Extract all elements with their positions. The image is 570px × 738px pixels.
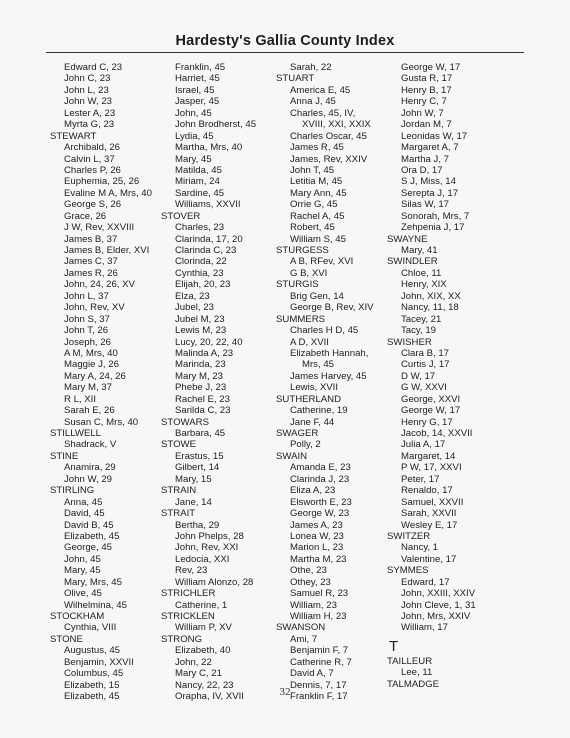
index-entry: Lewis, XVII xyxy=(290,382,338,394)
index-entry: David B, 45 xyxy=(64,519,114,531)
index-entry: Charles, 45, IV, xyxy=(290,107,356,119)
index-entry: Lucy, 20, 22, 40 xyxy=(175,336,243,348)
index-entry: Elizabeth Hannah, xyxy=(290,347,369,359)
index-entry: Israel, 45 xyxy=(175,84,215,96)
index-entry: George S, 26 xyxy=(64,199,122,211)
index-entry: John, Rev, XXI xyxy=(175,542,239,554)
index-entry: A D, XVII xyxy=(290,336,329,348)
index-entry: Cynthia, 23 xyxy=(175,267,224,279)
surname-heading: STRICKLEN xyxy=(161,611,215,622)
surname-heading: TAILLEUR xyxy=(387,655,433,667)
index-entry: Robert, 45 xyxy=(290,222,335,234)
index-entry: Olive, 45 xyxy=(64,588,102,600)
index-entry: Franklin, 45 xyxy=(175,62,226,73)
index-entry: Polly, 2 xyxy=(290,439,321,451)
index-entry: Sarah, XXVII xyxy=(401,508,457,520)
index-entry: Anna, 45 xyxy=(64,496,103,508)
index-entry: George B, Rev, XIV xyxy=(290,302,374,314)
index-entry: Nancy, 11, 18 xyxy=(401,302,459,314)
index-entry: Bertha, 29 xyxy=(175,519,220,531)
surname-heading: TALMADGE xyxy=(387,678,440,690)
index-entry: Renaldo, 17 xyxy=(401,485,453,497)
index-entry: A B, RFev, XVI xyxy=(290,256,354,268)
index-entry: Marinda, 23 xyxy=(175,359,226,371)
index-column-1 xyxy=(50,62,152,703)
index-entry: Lester A, 23 xyxy=(64,107,116,119)
index-entry: Evaline M A, Mrs, 40 xyxy=(64,187,152,199)
index-entry: Mary M, 37 xyxy=(64,382,112,394)
index-entry: William P, XV xyxy=(175,622,232,634)
index-entry: Ami, 7 xyxy=(290,633,318,645)
index-entry: John W, 29 xyxy=(64,473,112,485)
index-entry: Tacy, 19 xyxy=(401,325,437,337)
index-entry: Maggie J, 26 xyxy=(64,359,119,371)
index-entry: Lewis M, 23 xyxy=(175,325,227,337)
index-entry: John Phelps, 28 xyxy=(175,530,244,542)
index-entry: Peter, 17 xyxy=(401,473,440,485)
index-entry: James C, 37 xyxy=(64,256,118,268)
index-entry: Sarah, 22 xyxy=(290,62,332,73)
index-entry: William, 17 xyxy=(401,622,448,634)
index-entry: John, Mrs, XXIV xyxy=(401,611,471,622)
index-entry: Gilbert, 14 xyxy=(175,462,220,474)
index-entry: William Alonzo, 28 xyxy=(175,576,254,588)
index-entry: Elijah, 20, 23 xyxy=(175,279,231,291)
index-entry: George W, 23 xyxy=(290,508,350,520)
index-entry: Orrie G, 45 xyxy=(290,199,338,211)
surname-heading: SWINDLER xyxy=(387,256,438,268)
index-entry: Henry, XIX xyxy=(401,279,447,291)
index-entry: David A, 7 xyxy=(290,668,334,680)
index-entry: Sarah E, 26 xyxy=(64,405,115,417)
index-entry: Mary C, 21 xyxy=(175,668,222,680)
index-entry: John W, 23 xyxy=(64,96,112,108)
index-entry-continuation: Mrs, 45 xyxy=(302,359,334,371)
index-entry: Edward C, 23 xyxy=(64,62,123,73)
index-entry: Samuel R, 23 xyxy=(290,588,349,600)
index-entry: J W, Rev, XXVIII xyxy=(64,222,135,234)
index-entry: Joseph, 26 xyxy=(64,336,111,348)
index-entry: James, Rev, XXIV xyxy=(290,153,368,165)
index-entry: Elizabeth, 15 xyxy=(64,679,120,691)
index-entry: Ora D, 17 xyxy=(401,164,443,176)
index-entry: Rev, 23 xyxy=(175,565,208,577)
index-entry: Clara B, 17 xyxy=(401,347,449,359)
index-entry: Charles P, 26 xyxy=(64,164,121,176)
index-entry: John, Rev, XV xyxy=(64,302,125,314)
index-entry: Cynthia, VIII xyxy=(64,622,117,634)
index-entry: Margaret A, 7 xyxy=(401,142,459,154)
index-entry: John, 45 xyxy=(64,553,101,565)
index-entry: Lee, 11 xyxy=(401,667,433,679)
title-underline xyxy=(46,52,524,53)
index-entry: Matilda, 45 xyxy=(175,164,222,176)
section-letter: T xyxy=(389,637,399,655)
surname-heading: SWANSON xyxy=(276,622,326,634)
index-entry: S J, Miss, 14 xyxy=(401,176,456,188)
index-columns xyxy=(0,62,570,702)
index-entry: Henry C, 7 xyxy=(401,96,447,108)
surname-heading: SWAIN xyxy=(276,450,308,462)
index-entry: Leonidas W, 17 xyxy=(401,130,468,142)
page-title: Hardesty's Gallia County Index xyxy=(175,33,395,49)
index-entry: Phebe J, 23 xyxy=(175,382,227,394)
index-entry: David, 45 xyxy=(64,508,105,520)
index-entry: Euphemia, 25, 26 xyxy=(64,176,140,188)
index-entry: Mary, 15 xyxy=(175,473,212,485)
page-number: 32 xyxy=(279,686,291,698)
index-entry: Anna J, 45 xyxy=(290,96,336,108)
index-entry: Lydia, 45 xyxy=(175,130,214,142)
index-entry: Charles, 23 xyxy=(175,222,225,234)
surname-heading: STOVER xyxy=(161,210,201,222)
index-entry: America E, 45 xyxy=(290,84,351,96)
index-entry: A M, Mrs, 40 xyxy=(64,347,118,359)
index-entry: Charles Oscar, 45 xyxy=(290,130,367,142)
index-entry: John, 45 xyxy=(175,107,212,119)
index-entry: Amanda E, 23 xyxy=(290,462,351,474)
index-entry: Elizabeth, 45 xyxy=(64,691,120,703)
index-entry: Curtis J, 17 xyxy=(401,359,450,371)
index-entry: Susan C, Mrs, 40 xyxy=(64,416,139,428)
index-entry: Harriet, 45 xyxy=(175,73,220,85)
surname-heading: SWAGER xyxy=(276,428,319,439)
index-entry: Sonorah, Mrs, 7 xyxy=(401,210,470,222)
index-entry: Sarilda C, 23 xyxy=(175,405,231,417)
surname-heading: STINE xyxy=(50,450,79,462)
index-entry: Mary M, 23 xyxy=(175,370,223,382)
index-entry: Valentine, 17 xyxy=(401,553,457,565)
index-entry: Elsworth E, 23 xyxy=(290,496,352,508)
index-entry: Wilhelmina, 45 xyxy=(64,599,127,611)
index-entry: Jane F, 44 xyxy=(290,416,335,428)
surname-heading: STRAIT xyxy=(161,508,196,520)
index-entry: John Cleve, 1, 31 xyxy=(401,599,476,611)
index-entry: John S, 37 xyxy=(64,313,110,325)
index-entry: Othe, 23 xyxy=(290,565,327,577)
index-entry: Edward, 17 xyxy=(401,576,450,588)
index-entry: Margaret, 14 xyxy=(401,450,456,462)
index-entry: John, 24, 26, XV xyxy=(64,279,135,291)
surname-heading: STRICHLER xyxy=(161,588,216,600)
index-entry: George, XXVI xyxy=(401,393,461,405)
surname-heading: STIRLING xyxy=(50,485,95,497)
surname-heading: STRONG xyxy=(161,633,203,645)
index-entry: Dennis, 7, 17 xyxy=(290,679,347,691)
index-entry: Columbus, 45 xyxy=(64,668,124,680)
index-entry: Jubel, 23 xyxy=(175,302,214,314)
index-entry: Orapha, IV, XVII xyxy=(175,691,244,703)
index-entry: Henry B, 17 xyxy=(401,84,452,96)
index-entry: Eliza A, 23 xyxy=(290,485,336,497)
index-entry: Clarinda C, 23 xyxy=(175,245,237,256)
index-entry: Grace, 26 xyxy=(64,210,107,222)
index-entry: Rachel E, 23 xyxy=(175,393,230,405)
index-entry: Jasper, 45 xyxy=(175,96,220,108)
index-entry: G W, XXVI xyxy=(401,382,447,394)
index-entry: D W, 17 xyxy=(401,370,436,382)
surname-heading: SYMMES xyxy=(387,565,429,577)
index-entry: Tacey, 21 xyxy=(401,313,442,325)
surname-heading: SUTHERLAND xyxy=(276,393,342,405)
index-entry: Catherine, 19 xyxy=(290,405,348,417)
index-entry: Julia A, 17 xyxy=(401,439,446,451)
index-entry: Mary A, 24, 26 xyxy=(64,370,126,382)
index-entry: John, XIX, XX xyxy=(401,290,461,302)
index-entry: James B, Elder, XVI xyxy=(64,245,150,256)
index-entry: Mary Ann, 45 xyxy=(290,187,347,199)
index-entry: Augustus, 45 xyxy=(64,645,121,657)
index-entry: Barbara, 45 xyxy=(175,428,226,439)
surname-heading: STRAIN xyxy=(161,485,197,497)
index-entry: Othey, 23 xyxy=(290,576,331,588)
index-entry: Mary, 45 xyxy=(64,565,101,577)
index-entry: John L, 37 xyxy=(64,290,109,302)
index-entry: Brig Gen, 14 xyxy=(290,290,344,302)
index-entry: Jacob, 14, XXVII xyxy=(401,428,473,439)
index-entry: George W, 17 xyxy=(401,405,461,417)
index-entry: Martha M, 23 xyxy=(290,553,347,565)
index-entry: Nancy, 1 xyxy=(401,542,439,554)
index-entry: Jordan M, 7 xyxy=(401,119,452,131)
index-entry: Benjamin F, 7 xyxy=(290,645,349,657)
index-entry: Henry G, 17 xyxy=(401,416,453,428)
index-entry: Martha, Mrs, 40 xyxy=(175,142,243,154)
index-entry: James R, 45 xyxy=(290,142,344,154)
index-entry: George W, 17 xyxy=(401,62,461,73)
index-entry: R L, XII xyxy=(64,393,96,405)
index-entry: Silas W, 17 xyxy=(401,199,449,211)
index-entry: John W, 7 xyxy=(401,107,444,119)
index-entry: Charles H D, 45 xyxy=(290,325,359,337)
index-entry: John, 22 xyxy=(175,656,212,668)
index-entry: John, XXIII, XXIV xyxy=(401,588,476,600)
surname-heading: SWAYNE xyxy=(387,233,428,245)
surname-heading: STUART xyxy=(276,73,315,85)
index-entry: James Harvey, 45 xyxy=(290,370,367,382)
surname-heading: STURGESS xyxy=(276,245,329,256)
index-entry: Mary, Mrs, 45 xyxy=(64,576,122,588)
index-entry: Ledocia, XXI xyxy=(175,553,230,565)
index-entry: Elizabeth, 45 xyxy=(64,530,120,542)
index-entry: Nancy, 22, 23 xyxy=(175,679,234,691)
index-entry: Samuel, XXVII xyxy=(401,496,464,508)
index-entry: Clarinda, 17, 20 xyxy=(175,233,243,245)
index-entry: William S, 45 xyxy=(290,233,346,245)
index-entry: William, 23 xyxy=(290,599,337,611)
index-entry: James R, 26 xyxy=(64,267,118,279)
index-entry: Jane, 14 xyxy=(175,496,212,508)
index-column-4 xyxy=(387,62,476,690)
index-entry: Myrta G, 23 xyxy=(64,119,115,131)
index-entry: Malinda A, 23 xyxy=(175,347,234,359)
surname-heading: STEWART xyxy=(50,130,97,142)
index-entry: Sardine, 45 xyxy=(175,187,225,199)
index-entry: John Brodherst, 45 xyxy=(175,119,257,131)
index-entry: Clarinda J, 23 xyxy=(290,473,350,485)
index-entry: Martha J, 7 xyxy=(401,153,449,165)
index-column-2 xyxy=(161,62,256,703)
index-entry: Chloe, 11 xyxy=(401,267,442,279)
index-entry: Shadrack, V xyxy=(64,439,117,451)
surname-heading: STOCKHAM xyxy=(50,611,105,622)
index-entry: Gusta R, 17 xyxy=(401,73,453,85)
index-entry: Benjamin, XXVII xyxy=(64,656,134,668)
index-entry: Erastus, 15 xyxy=(175,450,224,462)
surname-heading: STONE xyxy=(50,633,83,645)
index-entry: Wesley E, 17 xyxy=(401,519,458,531)
surname-heading: SWITZER xyxy=(387,530,431,542)
index-entry: Elza, 23 xyxy=(175,290,210,302)
index-entry: Miriam, 24 xyxy=(175,176,220,188)
index-entry: Catherine R, 7 xyxy=(290,656,352,668)
index-entry: Anamira, 29 xyxy=(64,462,116,474)
surname-heading: STURGIS xyxy=(276,279,319,291)
index-column-3 xyxy=(276,62,374,703)
index-entry: Zehpenia J, 17 xyxy=(401,222,465,234)
index-entry: Mary, 45 xyxy=(175,153,212,165)
index-entry: John L, 23 xyxy=(64,84,109,96)
index-entry: James B, 37 xyxy=(64,233,118,245)
index-entry: George, 45 xyxy=(64,542,113,554)
index-entry: Rachel A, 45 xyxy=(290,210,345,222)
index-entry: Franklin F, 17 xyxy=(290,691,348,703)
index-entry: Jubel M, 23 xyxy=(175,313,225,325)
index-entry: Catherine, 1 xyxy=(175,599,228,611)
surname-heading: STOWARS xyxy=(161,416,209,428)
surname-heading: STILLWELL xyxy=(50,428,102,439)
index-entry: John C, 23 xyxy=(64,73,111,85)
index-entry: John T, 45 xyxy=(290,164,335,176)
index-entry: Calvin L, 37 xyxy=(64,153,115,165)
index-entry: William H, 23 xyxy=(290,611,347,622)
index-entry: G B, XVI xyxy=(290,267,328,279)
index-entry: Serepta J, 17 xyxy=(401,187,459,199)
index-entry: Elizabeth, 40 xyxy=(175,645,231,657)
index-entry-continuation: XVIII, XXI, XXIX xyxy=(302,119,371,131)
index-entry: James A, 23 xyxy=(290,519,343,531)
surname-heading: STOWE xyxy=(161,439,197,451)
surname-heading: SWISHER xyxy=(387,336,432,348)
index-entry: Marion L, 23 xyxy=(290,542,344,554)
index-entry: Clorinda, 22 xyxy=(175,256,227,268)
index-entry: Letitia M, 45 xyxy=(290,176,343,188)
surname-heading: SUMMERS xyxy=(276,313,326,325)
index-entry: P W, 17, XXVI xyxy=(401,462,462,474)
index-entry: Lonea W, 23 xyxy=(290,530,344,542)
index-entry: Mary, 41 xyxy=(401,245,438,256)
index-entry: Williams, XXVII xyxy=(175,199,241,211)
index-entry: John T, 26 xyxy=(64,325,109,337)
index-entry: Archibald, 26 xyxy=(64,142,120,154)
